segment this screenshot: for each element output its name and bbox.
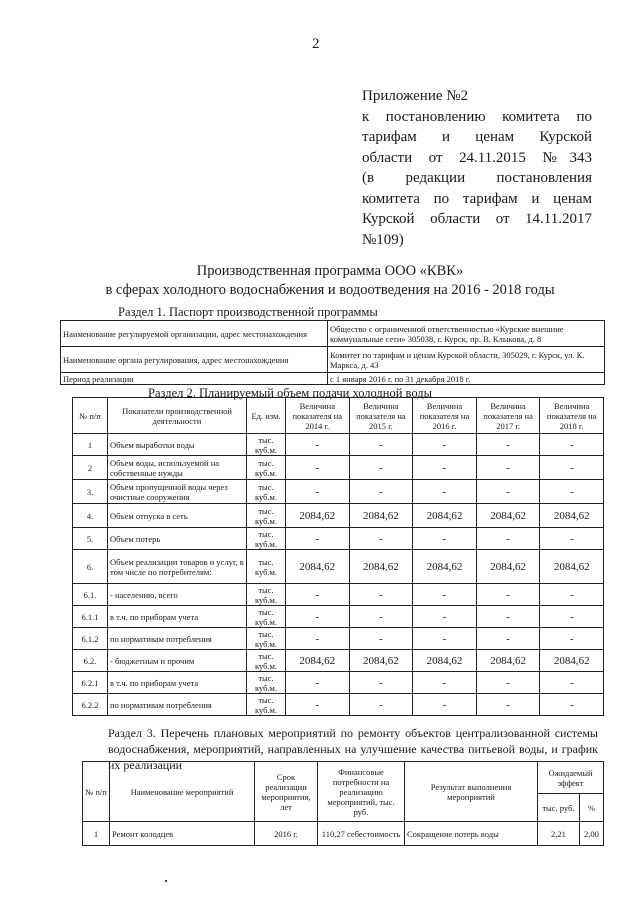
unit-cell: тыс. куб.м.	[247, 584, 286, 606]
water-volume-table	[72, 397, 604, 716]
header-cell: Ожидаемый эффект	[538, 762, 604, 794]
table-row	[73, 550, 604, 584]
value-cell: -	[476, 480, 540, 504]
passport-value: Общество с ограниченной ответственностью «Курские внешние коммунальные сети» 305038, г. Курск, пр. В. Клыкова, д. 8	[328, 321, 605, 347]
row-number: 6.1.2	[73, 628, 108, 650]
value-cell: 2084,62	[413, 650, 477, 672]
appendix-line: №109)	[362, 231, 404, 248]
value-cell: -	[540, 628, 604, 650]
indicator-name: - населению, всего	[108, 584, 247, 606]
indicator-name: по нормативам потребления	[108, 628, 247, 650]
value-cell: -	[349, 672, 413, 694]
row-number: 3.	[73, 480, 108, 504]
measures-table	[82, 761, 604, 846]
unit-cell: тыс. куб.м.	[247, 650, 286, 672]
value-cell: -	[413, 434, 477, 456]
measure-finance: 110,27 себестоимость	[318, 822, 405, 846]
appendix-line: к постановлению комитета по	[362, 108, 592, 125]
value-cell: -	[540, 456, 604, 480]
value-cell: -	[286, 694, 350, 716]
value-cell: -	[476, 672, 540, 694]
value-cell: -	[540, 528, 604, 550]
table-row	[73, 480, 604, 504]
value-cell: -	[413, 528, 477, 550]
header-cell: Величина показателя на 2014 г.	[286, 398, 350, 434]
header-cell: № п/п	[83, 762, 110, 822]
value-cell: -	[540, 434, 604, 456]
value-cell: -	[349, 584, 413, 606]
value-cell: 2084,62	[413, 504, 477, 528]
appendix-line: тарифам и ценам Курской	[362, 129, 592, 145]
indicator-name: в т.ч. по приборам учета	[108, 606, 247, 628]
value-cell: -	[286, 480, 350, 504]
value-cell: -	[349, 694, 413, 716]
appendix-line: Курской области от 14.11.2017	[362, 211, 592, 227]
appendix-line: комитета по тарифам и ценам	[362, 190, 592, 207]
table-header-row	[83, 762, 604, 794]
row-number: 6.1.1	[73, 606, 108, 628]
value-cell: -	[476, 584, 540, 606]
table-row	[73, 434, 604, 456]
row-number: 1	[83, 822, 110, 846]
title-line-1: Производственная программа ООО «КВК»	[196, 263, 464, 279]
table-row	[61, 373, 605, 385]
measure-result: Сокращение потерь воды	[405, 822, 538, 846]
value-cell: -	[349, 528, 413, 550]
page-number: 2	[312, 36, 320, 52]
value-cell: -	[286, 456, 350, 480]
table-header-row	[73, 398, 604, 434]
table-row	[73, 504, 604, 528]
header-cell: № п/п	[73, 398, 108, 434]
indicator-name: в т.ч. по приборам учета	[108, 672, 247, 694]
value-cell: -	[476, 456, 540, 480]
header-cell: Величина показателя на 2016 г.	[413, 398, 477, 434]
unit-cell: тыс. куб.м.	[247, 434, 286, 456]
indicator-name: - бюджетным и прочим	[108, 650, 247, 672]
table-row	[73, 456, 604, 480]
table-row	[73, 694, 604, 716]
table-row	[73, 672, 604, 694]
value-cell: 2084,62	[476, 504, 540, 528]
effect-rub: 2,21	[538, 822, 580, 846]
value-cell: 2084,62	[476, 550, 540, 584]
value-cell: 2084,62	[286, 550, 350, 584]
value-cell: -	[413, 480, 477, 504]
unit-cell: тыс. куб.м.	[247, 456, 286, 480]
value-cell: 2084,62	[286, 504, 350, 528]
passport-value: Комитет по тарифам и ценам Курской области, 305029, г. Курск, ул. К. Маркса, д. 43	[328, 347, 605, 373]
value-cell: -	[476, 694, 540, 716]
table-row	[73, 606, 604, 628]
value-cell: -	[540, 672, 604, 694]
unit-cell: тыс. куб.м.	[247, 480, 286, 504]
table-row	[73, 528, 604, 550]
document-title	[60, 262, 600, 300]
value-cell: 2084,62	[349, 504, 413, 528]
appendix-line: (в редакции постановления	[362, 170, 592, 186]
header-cell: Величина показателя на 2017 г.	[476, 398, 540, 434]
unit-cell: тыс. куб.м.	[247, 504, 286, 528]
value-cell: -	[349, 456, 413, 480]
value-cell: -	[286, 528, 350, 550]
indicator-name: Объем реализации товаров и услуг, в том числе по потребителям:	[108, 550, 247, 584]
value-cell: -	[540, 606, 604, 628]
value-cell: 2084,62	[286, 650, 350, 672]
row-number: 6.2.1	[73, 672, 108, 694]
value-cell: -	[476, 434, 540, 456]
section3-heading: Раздел 3. Перечень плановых мероприятий по ремонту объектов централизованной системы водоснабжения, мероприятий, направленных на улучшение качества питьевой воды, и график их реализации	[108, 726, 598, 772]
value-cell: -	[540, 694, 604, 716]
header-cell: %	[579, 794, 603, 822]
header-cell: Результат выполнения мероприятий	[405, 762, 538, 822]
section2-heading: Раздел 2. Планируемый объем подачи холодной воды	[148, 386, 433, 400]
value-cell: -	[540, 584, 604, 606]
value-cell: -	[413, 456, 477, 480]
row-number: 4.	[73, 504, 108, 528]
header-cell: Ед. изм.	[247, 398, 286, 434]
row-number: 6.2.2	[73, 694, 108, 716]
header-cell: Показатели производственной деятельности	[108, 398, 247, 434]
value-cell: 2084,62	[349, 550, 413, 584]
value-cell: -	[286, 434, 350, 456]
table-row	[61, 347, 605, 373]
value-cell: 2084,62	[349, 650, 413, 672]
table-row	[61, 321, 605, 347]
value-cell: -	[413, 606, 477, 628]
header-cell: Величина показателя на 2015 г.	[349, 398, 413, 434]
value-cell: 2084,62	[540, 650, 604, 672]
passport-label: Период реализации	[61, 373, 328, 385]
measure-term: 2016 г.	[255, 822, 318, 846]
value-cell: -	[349, 434, 413, 456]
value-cell: 2084,62	[540, 504, 604, 528]
appendix-line: области от 24.11.2015 №343	[362, 149, 592, 166]
unit-cell: тыс. куб.м.	[247, 550, 286, 584]
header-cell: Наименование мероприятий	[110, 762, 255, 822]
indicator-name: по нормативам потребления	[108, 694, 247, 716]
indicator-name: Объем выработки воды	[108, 434, 247, 456]
row-number: 6.	[73, 550, 108, 584]
indicator-name: Объем воды, используемой на собственные нужды	[108, 456, 247, 480]
row-number: 1	[73, 434, 108, 456]
indicator-name: Объем потерь	[108, 528, 247, 550]
table-row	[73, 650, 604, 672]
row-number: 2	[73, 456, 108, 480]
value-cell: -	[286, 584, 350, 606]
indicator-name: Объем отпуска в сеть	[108, 504, 247, 528]
value-cell: -	[286, 628, 350, 650]
value-cell: -	[413, 628, 477, 650]
section1-heading: Раздел 1. Паспорт производственной программы	[118, 305, 378, 319]
row-number: 6.1.	[73, 584, 108, 606]
passport-label: Наименование регулируемой организации, адрес местонахождения	[61, 321, 328, 347]
row-number: 5.	[73, 528, 108, 550]
value-cell: 2084,62	[413, 550, 477, 584]
value-cell: -	[413, 694, 477, 716]
table-row	[73, 628, 604, 650]
value-cell: -	[476, 606, 540, 628]
table-row	[83, 822, 604, 846]
passport-table	[60, 320, 605, 385]
unit-cell: тыс. куб.м.	[247, 628, 286, 650]
header-cell: тыс. руб.	[538, 794, 580, 822]
unit-cell: тыс. куб.м.	[247, 606, 286, 628]
value-cell: -	[349, 628, 413, 650]
scan-dot	[165, 880, 167, 882]
value-cell: -	[413, 672, 477, 694]
value-cell: -	[286, 672, 350, 694]
effect-percent: 2,00	[579, 822, 603, 846]
unit-cell: тыс. куб.м.	[247, 694, 286, 716]
value-cell: -	[349, 606, 413, 628]
header-cell: Финансовые потребности на реализацию мероприятий, тыс. руб.	[318, 762, 405, 822]
title-line-2: в сферах холодного водоснабжения и водоотведения на 2016 - 2018 годы	[105, 282, 555, 298]
row-number: 6.2.	[73, 650, 108, 672]
table-row	[73, 584, 604, 606]
value-cell: -	[413, 584, 477, 606]
value-cell: -	[286, 606, 350, 628]
value-cell: -	[476, 528, 540, 550]
appendix-block	[362, 86, 592, 250]
value-cell: 2084,62	[476, 650, 540, 672]
header-cell: Срок реализации мероприятия, лет	[255, 762, 318, 822]
indicator-name: Объем пропущенной воды через очистные сооружения	[108, 480, 247, 504]
passport-value: с 1 января 2016 г. по 31 декабря 2018 г.	[328, 373, 605, 385]
passport-label: Наименование органа регулирования, адрес местонахождения	[61, 347, 328, 373]
appendix-line: Приложение №2	[362, 88, 469, 104]
measure-name: Ремонт колодцев	[110, 822, 255, 846]
value-cell: 2084,62	[540, 550, 604, 584]
unit-cell: тыс. куб.м.	[247, 672, 286, 694]
value-cell: -	[540, 480, 604, 504]
value-cell: -	[476, 628, 540, 650]
unit-cell: тыс. куб.м.	[247, 528, 286, 550]
value-cell: -	[349, 480, 413, 504]
header-cell: Величина показателя на 2018 г.	[540, 398, 604, 434]
